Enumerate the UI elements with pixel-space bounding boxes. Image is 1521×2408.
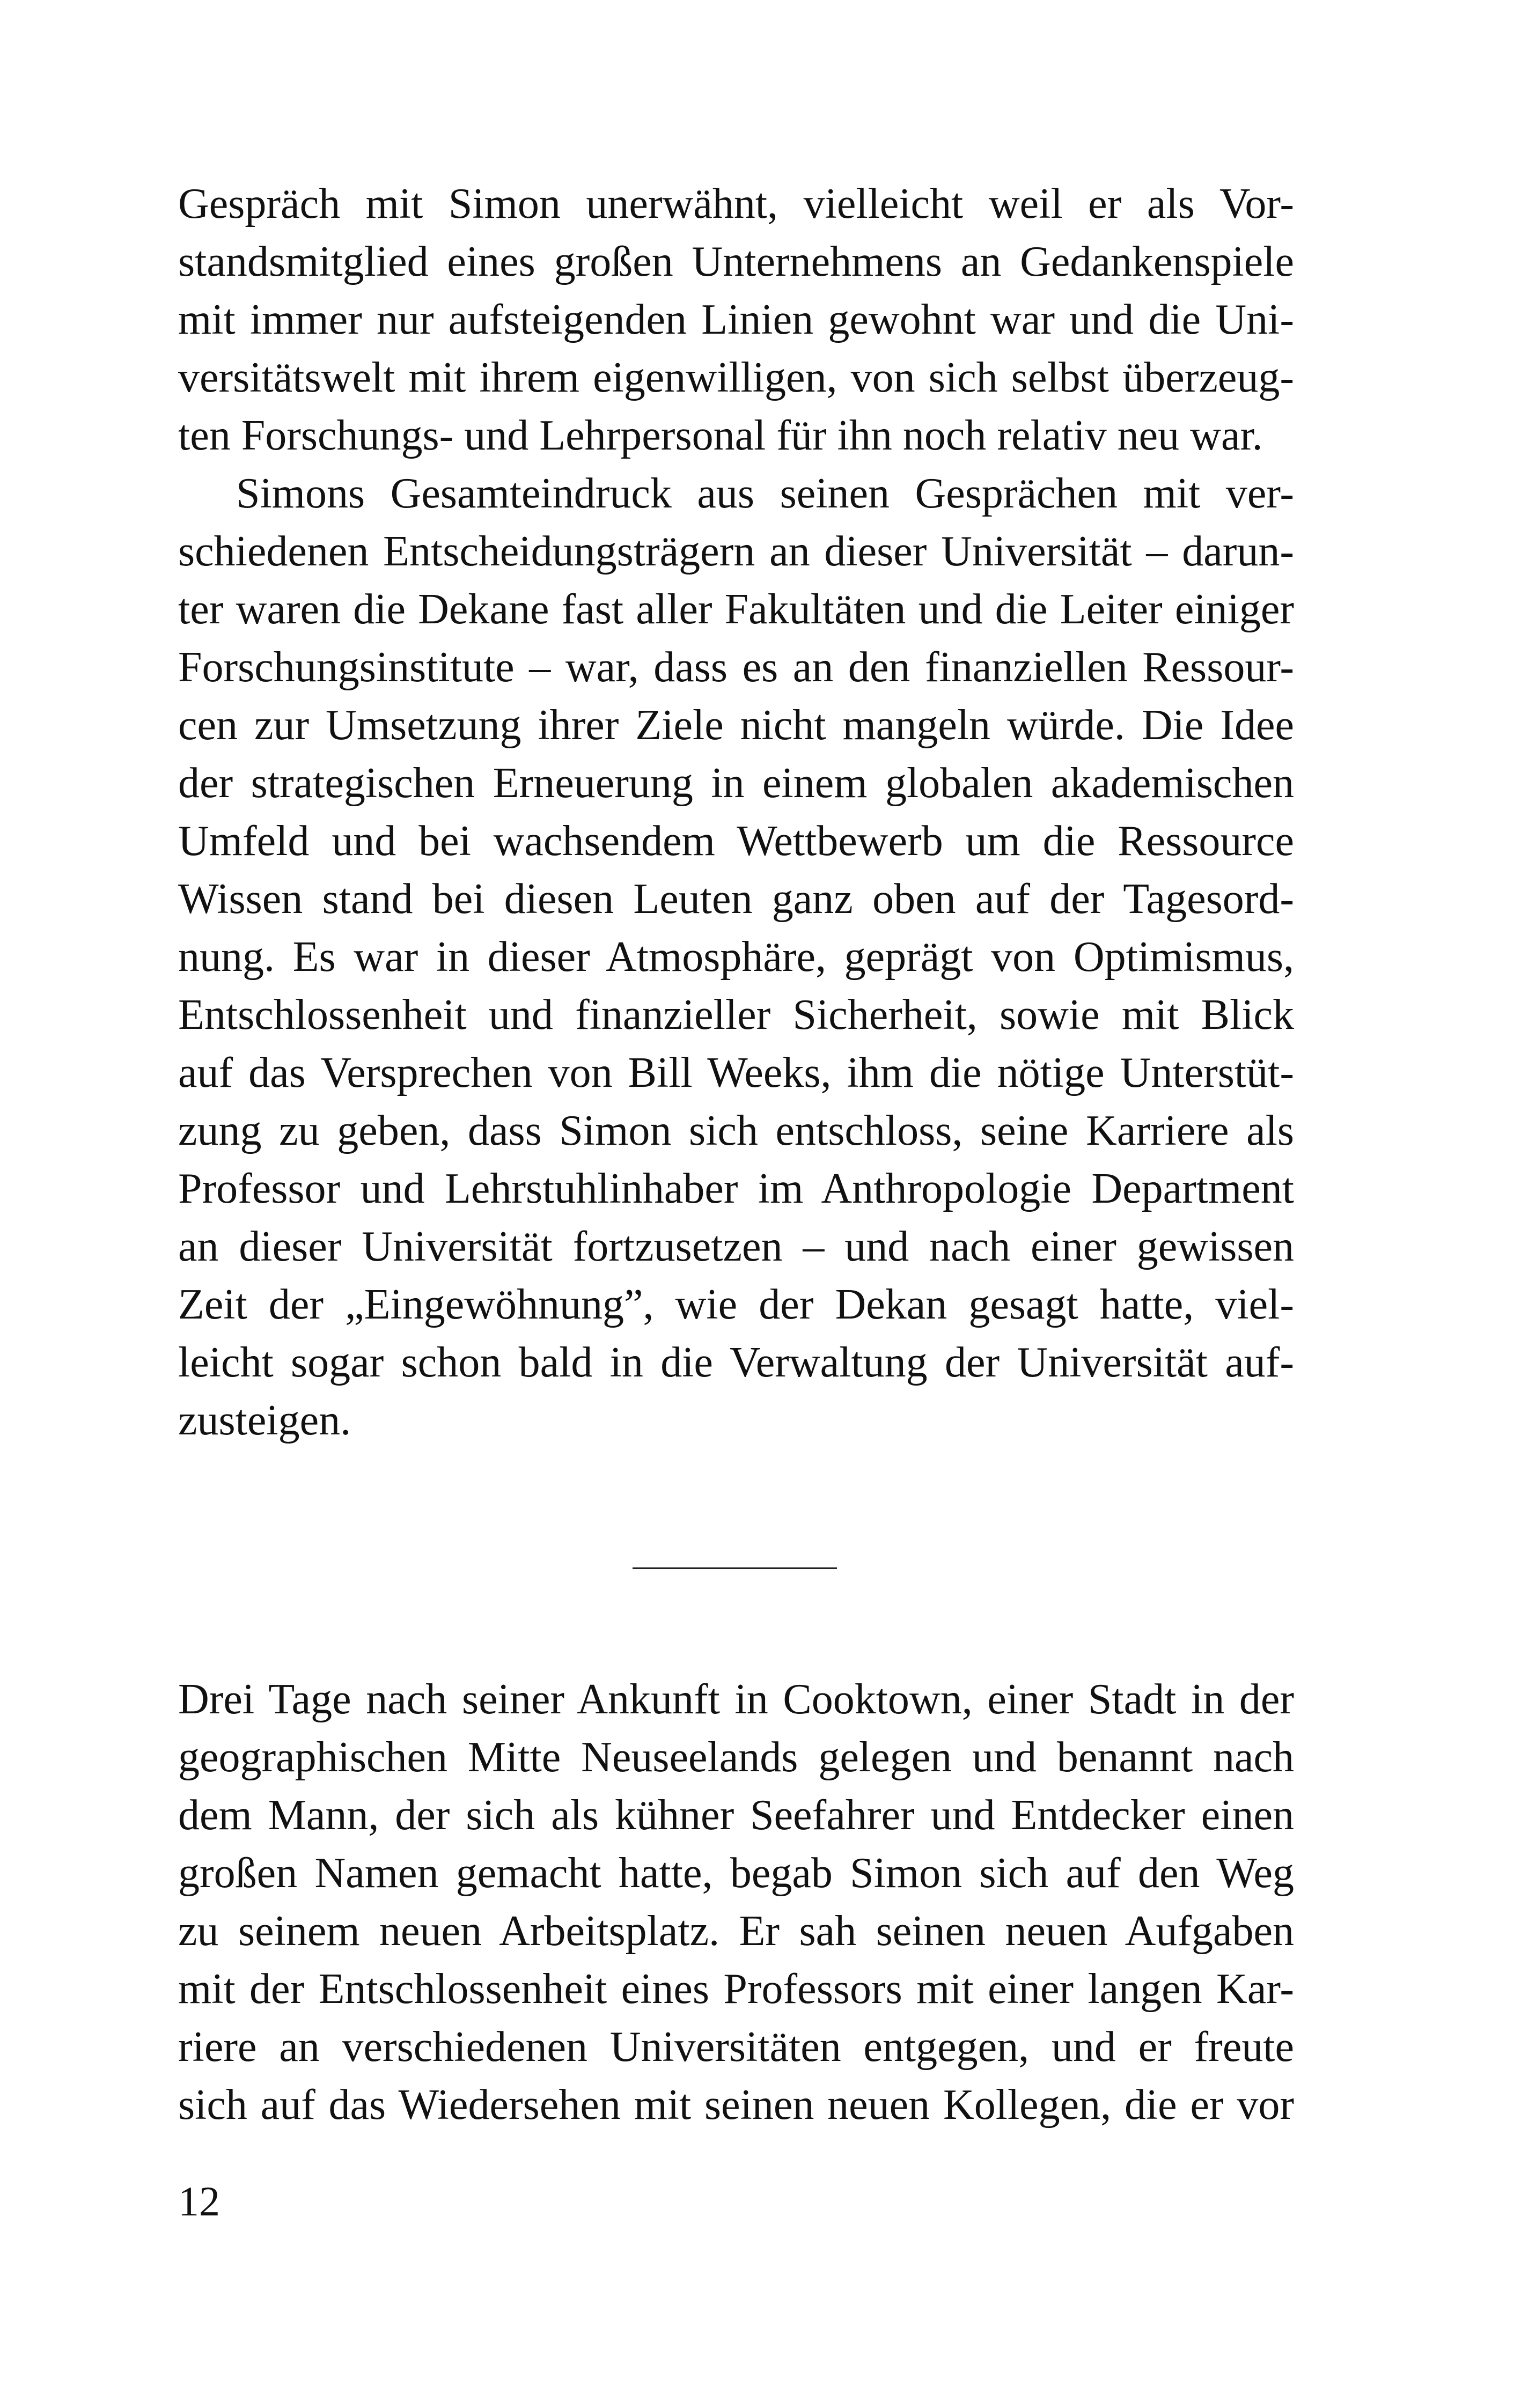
text-line: geographischen Mitte Neuseelands gelegen und benannt nach [178, 1734, 1294, 1781]
text-line: Simons Gesamteindruck aus seinen Gesprächen mit ver- [236, 470, 1294, 517]
text-line: ten Forschungs- und Lehrpersonal für ihn noch relativ neu war. [178, 412, 1263, 459]
page-number: 12 [178, 2178, 220, 2225]
text-line: großen Namen gemacht hatte, begab Simon sich auf den Weg [178, 1850, 1294, 1897]
text-line: standsmitglied eines großen Unternehmens an Gedankenspiele [178, 238, 1294, 285]
body-text-bottom [178, 1670, 1294, 2134]
text-line: zung zu geben, dass Simon sich entschloss, seine Karriere als [178, 1107, 1294, 1154]
text-line: Wissen stand bei diesen Leuten ganz oben auf der Tagesord- [178, 875, 1294, 923]
text-line: dem Mann, der sich als kühner Seefahrer und Entdecker einen [178, 1792, 1294, 1839]
paragraph [178, 465, 1294, 1449]
text-line: Forschungsinstitute – war, dass es an den finanziellen Ressour- [178, 644, 1294, 691]
text-line: Umfeld und bei wachsendem Wettbewerb um die Ressource [178, 818, 1294, 865]
text-line: zusteigen. [178, 1397, 351, 1444]
text-line: riere an verschiedenen Universitäten entgegen, und er freute [178, 2023, 1294, 2071]
text-line: leicht sogar schon bald in die Verwaltung der Universität auf- [178, 1339, 1294, 1386]
text-line: mit immer nur aufsteigenden Linien gewohnt war und die Uni- [178, 296, 1294, 343]
text-line: schiedenen Entscheidungsträgern an dieser Universität – darun- [178, 528, 1294, 575]
text-line: zu seinem neuen Arbeitsplatz. Er sah seinen neuen Aufgaben [178, 1908, 1294, 1955]
text-line: Entschlossenheit und finanzieller Sicherheit, sowie mit Blick [178, 991, 1294, 1039]
text-line: cen zur Umsetzung ihrer Ziele nicht mangeln würde. Die Idee [178, 702, 1294, 749]
body-text-top [178, 175, 1294, 1449]
paragraph [178, 1670, 1294, 2134]
text-line: sich auf das Wiedersehen mit seinen neuen Kollegen, die er vor [178, 2081, 1294, 2129]
text-line: mit der Entschlossenheit eines Professors mit einer langen Kar- [178, 1965, 1294, 2013]
text-line: ter waren die Dekane fast aller Fakultäten und die Leiter einiger [178, 586, 1294, 633]
text-line: an dieser Universität fortzusetzen – und nach einer gewissen [178, 1223, 1294, 1270]
text-line: Gespräch mit Simon unerwähnt, vielleicht weil er als Vor- [178, 180, 1294, 227]
text-line: auf das Versprechen von Bill Weeks, ihm die nötige Unterstüt- [178, 1049, 1294, 1096]
text-line: Drei Tage nach seiner Ankunft in Cooktown, einer Stadt in der [178, 1676, 1294, 1723]
paragraph [178, 175, 1294, 465]
section-divider [633, 1567, 837, 1569]
text-line: nung. Es war in dieser Atmosphäre, geprägt von Optimismus, [178, 933, 1294, 981]
text-line: Zeit der „Eingewöhnung”, wie der Dekan gesagt hatte, viel- [178, 1281, 1294, 1328]
text-line: versitätswelt mit ihrem eigenwilligen, von sich selbst überzeug- [178, 354, 1294, 401]
text-line: der strategischen Erneuerung in einem globalen akademischen [178, 760, 1294, 807]
text-line: Professor und Lehrstuhlinhaber im Anthropologie Department [178, 1165, 1294, 1212]
